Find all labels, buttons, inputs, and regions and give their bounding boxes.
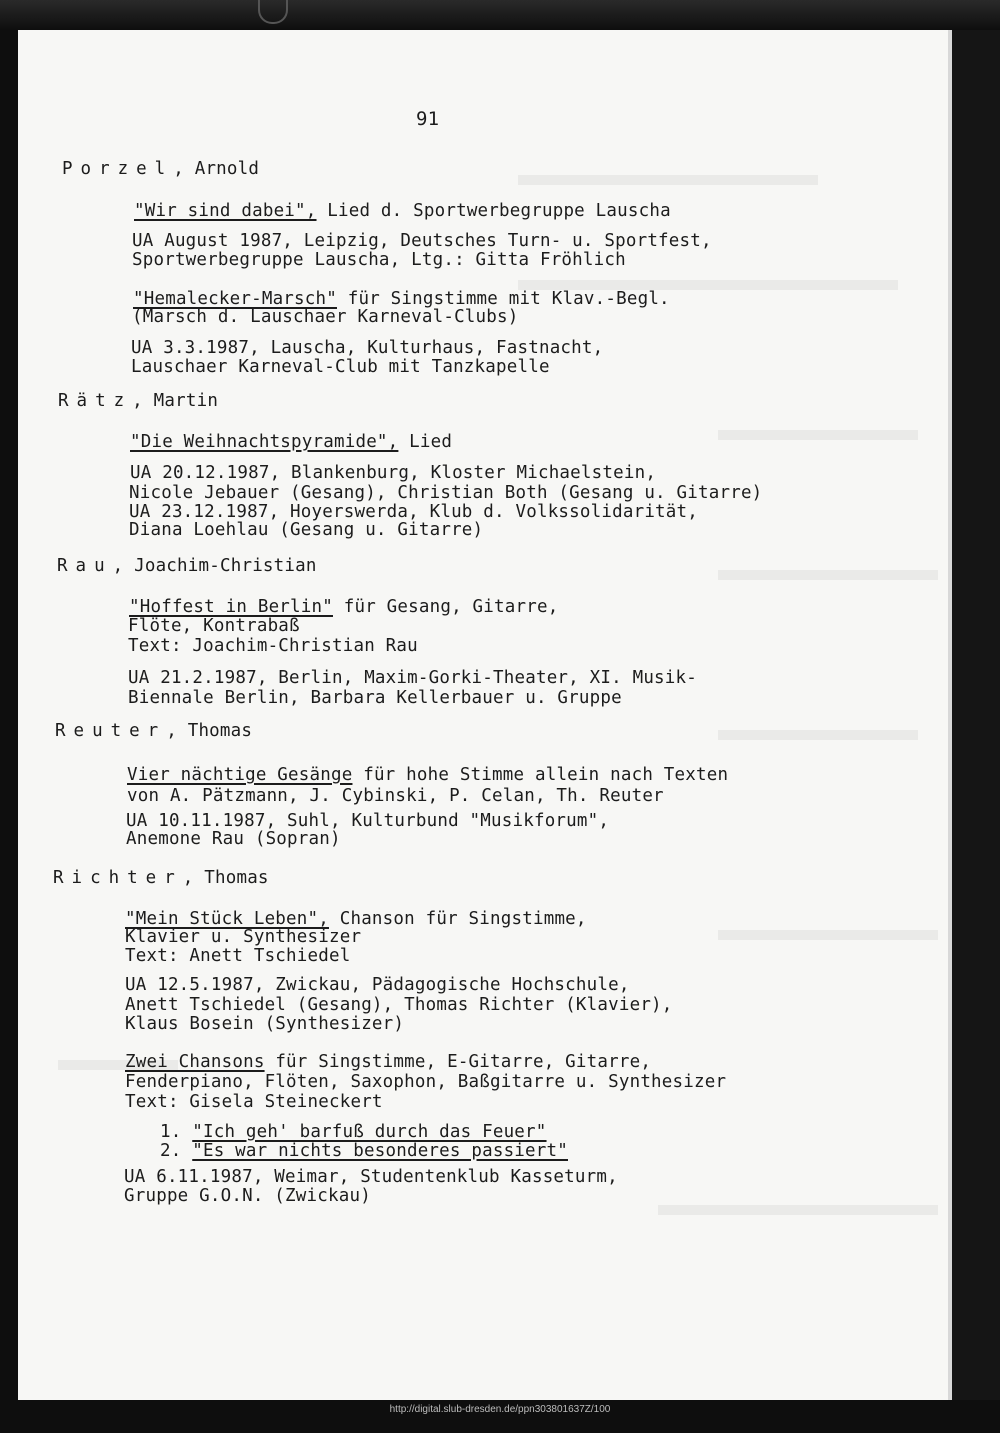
- work-line: [134, 202, 671, 221]
- page-number: 91: [416, 108, 440, 130]
- premiere-line: UA 12.5.1987, Zwickau, Pädagogische Hochschule,: [125, 975, 630, 995]
- premiere-line: UA August 1987, Leipzig, Deutsches Turn- u. Sportfest,: [132, 231, 712, 251]
- work-desc: für Singstimme, E-Gitarre, Gitarre,: [264, 1052, 652, 1072]
- firstname: Martin: [153, 391, 219, 411]
- firstname: Joachim-Christian: [134, 556, 317, 576]
- work-title: "Hoffest in Berlin": [129, 597, 333, 617]
- text-credit: Text: Anett Tschiedel: [125, 946, 351, 966]
- work-title: "Hemalecker-Marsch": [133, 289, 337, 309]
- firstname: Thomas: [204, 868, 269, 888]
- page-edge: [950, 30, 1000, 1400]
- surname: Porzel: [62, 159, 174, 179]
- composer-name: Rätz, Martin: [58, 391, 219, 411]
- premiere-line: Anemone Rau (Sopran): [126, 829, 341, 849]
- text-credit: Text: Joachim-Christian Rau: [128, 636, 418, 656]
- work-line: [130, 433, 452, 452]
- firstname: Thomas: [187, 721, 253, 741]
- work-desc: Lied d. Sportwerbegruppe Lauscha: [316, 201, 671, 221]
- premiere-line: Anett Tschiedel (Gesang), Thomas Richter (Klavier),: [125, 995, 673, 1015]
- premiere-line: UA 20.12.1987, Blankenburg, Kloster Michaelstein,: [130, 463, 657, 483]
- premiere-line: UA 21.2.1987, Berlin, Maxim-Gorki-Theater, XI. Musik-: [128, 668, 698, 688]
- binding-ring: [258, 0, 288, 24]
- premiere-line: Nicole Jebauer (Gesang), Christian Both (Gesang u. Gitarre): [129, 483, 763, 503]
- song-number: 1.: [160, 1122, 182, 1142]
- composer-name: Rau, Joachim-Christian: [57, 556, 317, 576]
- surname: Rau: [57, 556, 113, 576]
- footer-url: http://digital.slub-dresden.de/ppn303801637Z/100: [389, 1404, 611, 1415]
- page-edge-strip: [950, 30, 952, 1400]
- work-line: [129, 598, 558, 617]
- premiere-line: Sportwerbegruppe Lauscha, Ltg.: Gitta Fröhlich: [132, 250, 626, 270]
- song-item: [160, 1142, 568, 1161]
- work-title: Zwei Chansons: [125, 1052, 265, 1072]
- work-desc: für Singstimme mit Klav.-Begl.: [336, 289, 670, 309]
- work-desc: Chanson für Singstimme,: [328, 909, 587, 929]
- work-title: Vier nächtige Gesänge: [127, 765, 353, 785]
- work-subline: Klavier u. Synthesizer: [125, 927, 362, 947]
- work-subline: von A. Pätzmann, J. Cybinski, P. Celan, Th. Reuter: [127, 786, 664, 806]
- work-desc: für Gesang, Gitarre,: [332, 597, 559, 617]
- song-title: "Es war nichts besonderes passiert": [192, 1141, 568, 1161]
- song-title: "Ich geh' barfuß durch das Feuer": [192, 1122, 547, 1142]
- surname: Reuter: [55, 721, 167, 741]
- premiere-line: UA 6.11.1987, Weimar, Studentenklub Kasseturm,: [124, 1167, 618, 1187]
- work-desc: Lied: [398, 432, 453, 452]
- work-subline: Fenderpiano, Flöten, Saxophon, Baßgitarre u. Synthesizer: [125, 1072, 727, 1092]
- surname: Richter: [53, 868, 183, 888]
- premiere-line: Klaus Bosein (Synthesizer): [125, 1014, 405, 1034]
- firstname: Arnold: [194, 159, 260, 179]
- premiere-line: Diana Loehlau (Gesang u. Gitarre): [129, 520, 484, 540]
- work-title: "Die Weihnachtspyramide",: [130, 432, 399, 452]
- premiere-line: UA 10.11.1987, Suhl, Kulturbund "Musikforum",: [126, 811, 610, 831]
- work-line: [127, 766, 728, 785]
- work-line: [125, 1053, 651, 1072]
- work-subline: (Marsch d. Lauschaer Karneval-Clubs): [132, 307, 519, 327]
- song-number: 2.: [160, 1141, 182, 1161]
- work-desc: für hohe Stimme allein nach Texten: [352, 765, 729, 785]
- document-page: [18, 30, 950, 1400]
- premiere-line: UA 3.3.1987, Lauscha, Kulturhaus, Fastnacht,: [131, 338, 604, 358]
- song-item: [160, 1123, 547, 1142]
- work-subline: Flöte, Kontrabaß: [128, 616, 300, 636]
- binding-top: [0, 0, 1000, 30]
- composer-name: Porzel, Arnold: [62, 159, 260, 179]
- work-title: "Mein Stück Leben",: [125, 909, 329, 929]
- text-credit: Text: Gisela Steineckert: [125, 1092, 383, 1112]
- work-title: "Wir sind dabei",: [134, 201, 317, 221]
- premiere-line: UA 23.12.1987, Hoyerswerda, Klub d. Volkssolidarität,: [129, 502, 699, 522]
- premiere-line: Gruppe G.O.N. (Zwickau): [124, 1186, 371, 1206]
- premiere-line: Biennale Berlin, Barbara Kellerbauer u. Gruppe: [128, 688, 622, 708]
- composer-name: Reuter, Thomas: [55, 721, 253, 741]
- surname: Rätz: [58, 391, 133, 411]
- composer-name: Richter, Thomas: [53, 868, 269, 888]
- premiere-line: Lauschaer Karneval-Club mit Tanzkapelle: [131, 357, 550, 377]
